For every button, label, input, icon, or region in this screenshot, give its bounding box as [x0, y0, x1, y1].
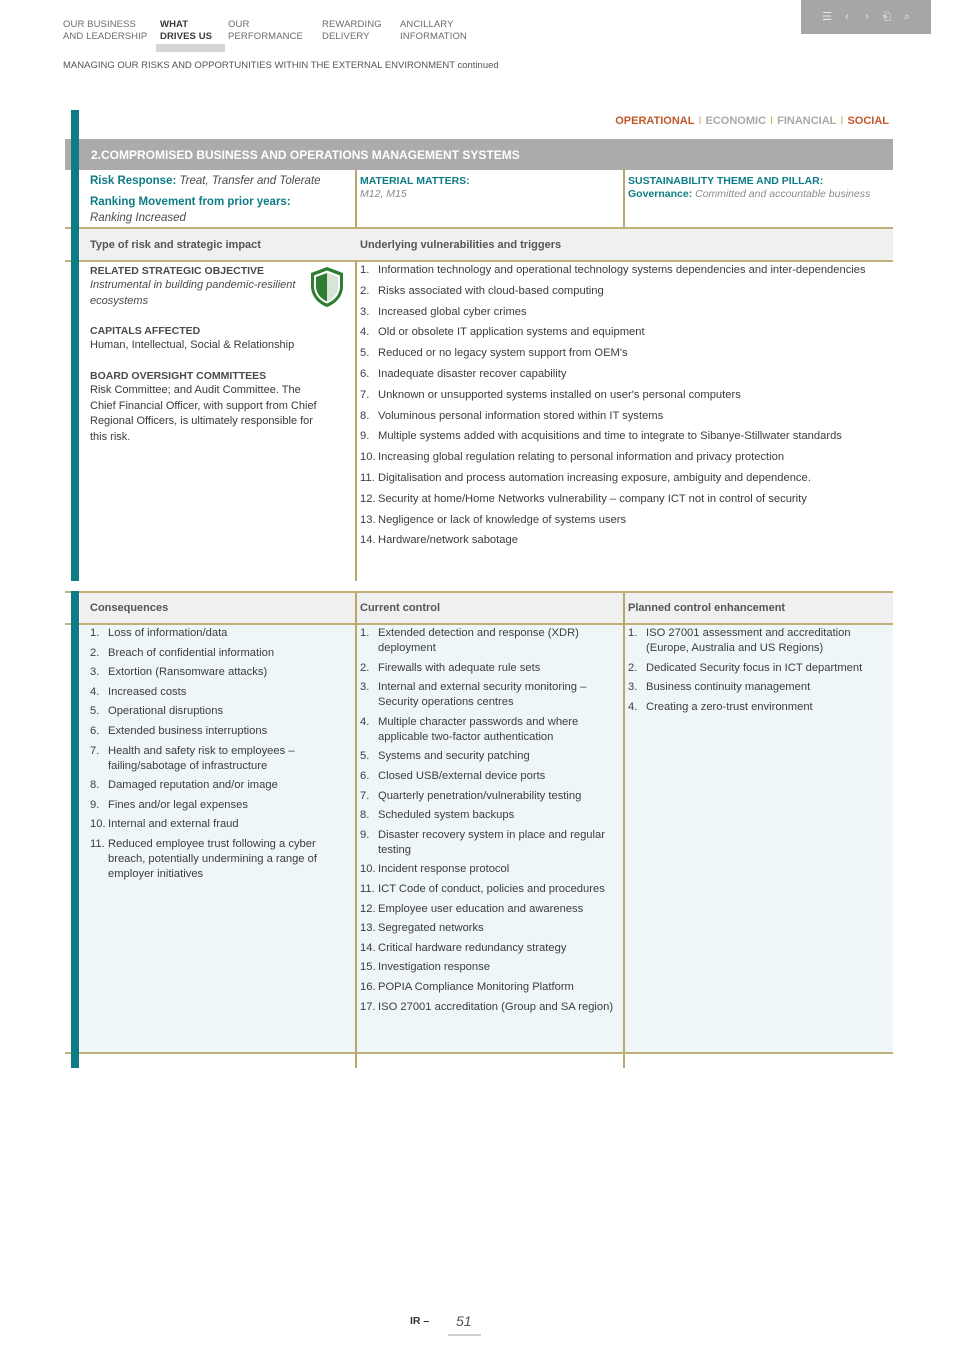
list-number: 4. — [628, 700, 638, 713]
nav-item-our-performance[interactable] — [228, 19, 322, 42]
board-oversight-heading: BOARD OVERSIGHT COMMITTEES — [90, 370, 267, 382]
list-item — [90, 778, 350, 793]
list-item-text: Segregated networks — [378, 922, 484, 935]
list-item-text: Multiple systems added with acquisitions and time to integrate to Sibanye-Stillwater standards — [378, 430, 842, 443]
list-number: 11. — [360, 471, 375, 484]
list-item — [90, 744, 350, 774]
list-item-text: ISO 27001 assessment and accreditation (Europe, Australia and US Regions) — [646, 627, 851, 654]
sustainability-block — [628, 174, 888, 202]
nav-label-line1: ANCILLARY — [400, 19, 454, 30]
list-item — [360, 789, 618, 804]
risk-title-bar — [65, 139, 893, 170]
chevron-right-icon[interactable]: › — [865, 11, 869, 23]
list-item-text: Internal and external fraud — [108, 818, 239, 831]
list-number: 15. — [360, 961, 376, 974]
nav-item-ancillary-information[interactable] — [400, 19, 480, 42]
strategic-impact-block — [90, 264, 315, 309]
list-item-text: Extortion (Ransomware attacks) — [108, 666, 268, 679]
tag-separator: I — [698, 115, 702, 127]
col-header-current-control: Current control — [360, 602, 441, 614]
list-item-text: Creating a zero-trust environment — [646, 700, 813, 713]
list-item-text: Loss of information/data — [108, 627, 228, 639]
list-item-text: Critical hardware redundancy strategy — [378, 941, 567, 954]
list-item — [628, 700, 890, 715]
search-icon[interactable]: ⌕ — [903, 11, 911, 23]
nav-label-line2: DELIVERY — [322, 30, 370, 42]
list-number: 16. — [360, 980, 376, 993]
divider-rule — [65, 260, 893, 262]
board-oversight-text: Risk Committee; and Audit Committee. The Chief Financial Officer, with support from Chief Regional Officers, is ultimately responsible for this risk. — [90, 384, 317, 443]
list-item — [360, 1000, 618, 1015]
list-item — [90, 685, 350, 700]
list-number: 4. — [90, 685, 100, 698]
list-number: 3. — [360, 681, 370, 694]
page-number-underline — [448, 1334, 481, 1336]
list-item — [360, 471, 885, 486]
list-number: 1. — [360, 264, 370, 276]
list-item — [90, 798, 350, 813]
strategic-objective-heading: RELATED STRATEGIC OBJECTIVE — [90, 265, 265, 277]
list-item-text: Employee user education and awareness — [378, 902, 584, 915]
list-item — [360, 263, 885, 278]
list-number: 3. — [628, 681, 638, 694]
nav-label-line1: REWARDING — [322, 19, 382, 30]
list-item — [360, 429, 885, 444]
list-item-text: Reduced employee trust following a cyber breach, potentially undermining a range of employer initiatives — [108, 837, 317, 880]
nav-label-line1: OUR BUSINESS — [63, 19, 136, 30]
list-item-text: Investigation response — [378, 961, 490, 974]
list-number: 6. — [360, 769, 370, 782]
list-number: 1. — [628, 627, 638, 639]
nav-label-line1: OUR — [228, 19, 250, 30]
list-item — [360, 680, 618, 710]
list-item — [90, 665, 350, 680]
list-item — [360, 882, 618, 897]
list-item-text: POPIA Compliance Monitoring Platform — [378, 980, 574, 993]
list-item — [360, 808, 618, 823]
list-item-text: Voluminous personal information stored within IT systems — [378, 409, 664, 422]
list-item-text: ICT Code of conduct, policies and procedures — [378, 882, 605, 895]
column-divider — [355, 170, 357, 227]
list-item — [90, 724, 350, 739]
list-number: 2. — [90, 646, 100, 659]
page-footer — [410, 1313, 472, 1329]
list-item — [360, 980, 618, 995]
list-item — [360, 626, 618, 656]
exit-icon[interactable]: ⎗ — [882, 11, 892, 23]
list-number: 3. — [360, 305, 370, 318]
list-item-text: Increased global cyber crimes — [378, 305, 527, 318]
col-header-vulnerabilities: Underlying vulnerabilities and triggers — [360, 239, 562, 251]
shield-icon — [309, 266, 345, 308]
list-item — [90, 646, 350, 661]
risk-category-tags — [615, 115, 889, 127]
list-item-text: Extended business interruptions — [108, 724, 268, 737]
list-item — [628, 626, 890, 656]
risk-response-value: Treat, Transfer and Tolerate — [179, 175, 321, 187]
list-item — [360, 450, 885, 465]
list-item — [360, 661, 618, 676]
list-item-text: Incident response protocol — [378, 863, 510, 876]
column-divider — [355, 593, 357, 1068]
list-number: 8. — [360, 409, 370, 422]
list-item — [90, 837, 350, 882]
column-divider — [623, 593, 625, 1068]
list-item-text: Scheduled system backups — [378, 809, 515, 822]
list-item — [360, 346, 885, 361]
list-item — [628, 680, 890, 695]
list-number: 3. — [90, 666, 100, 679]
list-number: 10. — [90, 818, 106, 831]
list-item-text: Information technology and operational technology systems dependencies and inter-dependencies — [378, 264, 866, 276]
page-number: 51 — [456, 1313, 472, 1329]
list-item — [360, 828, 618, 858]
list-number: 11. — [90, 837, 105, 850]
accent-bar — [71, 591, 79, 1068]
list-number: 12. — [360, 902, 376, 915]
nav-label-line2: DRIVES US — [160, 30, 213, 42]
risk-response-block — [90, 174, 350, 226]
capitals-heading: CAPITALS AFFECTED — [90, 325, 201, 337]
list-item-text: Security at home/Home Networks vulnerability – company ICT not in control of security — [378, 492, 807, 505]
list-item — [90, 817, 350, 832]
list-item — [360, 902, 618, 917]
risk-response-label: Risk Response: — [90, 175, 177, 187]
list-item-text: Risks associated with cloud-based computing — [378, 284, 604, 297]
list-number: 10. — [360, 863, 376, 876]
ranking-movement-value: Ranking Increased — [90, 212, 186, 224]
list-item — [360, 409, 885, 424]
list-number: 9. — [360, 828, 370, 841]
nav-label-line2: PERFORMANCE — [228, 30, 303, 42]
list-number: 11. — [360, 882, 375, 895]
list-number: 5. — [90, 705, 100, 718]
accent-bar — [71, 110, 79, 581]
list-number: 2. — [360, 284, 370, 297]
list-item-text: Health and safety risk to employees – failing/sabotage of infrastructure — [108, 744, 295, 772]
tag-social: SOCIAL — [847, 115, 889, 127]
tag-separator: I — [770, 115, 774, 127]
nav-item-what-drives-us[interactable] — [160, 19, 228, 42]
list-number: 6. — [90, 724, 100, 737]
list-number: 8. — [90, 779, 100, 792]
strategic-objective-text: Instrumental in building pandemic-resilient ecosystems — [90, 279, 296, 307]
list-item — [360, 305, 885, 320]
tag-separator: I — [840, 115, 844, 127]
tag-operational: OPERATIONAL — [615, 115, 695, 127]
col-header-consequences: Consequences — [90, 602, 169, 614]
capitals-block — [90, 324, 350, 354]
list-item-text: Dedicated Security focus in ICT department — [646, 661, 863, 674]
nav-label-line2: INFORMATION — [400, 30, 467, 42]
document-toolbar — [801, 0, 931, 34]
capitals-text: Human, Intellectual, Social & Relationship — [90, 339, 295, 351]
list-number: 14. — [360, 534, 376, 547]
nav-item-rewarding-delivery[interactable] — [322, 19, 400, 42]
chevron-left-icon[interactable]: ‹ — [845, 11, 849, 23]
divider-rule — [65, 1052, 893, 1054]
col-header-type-of-risk: Type of risk and strategic impact — [90, 239, 261, 251]
col-header-planned-enhancement: Planned control enhancement — [628, 602, 786, 614]
list-item — [360, 941, 618, 956]
tag-economic: ECONOMIC — [705, 115, 767, 127]
list-item-text: Multiple character passwords and where applicable two-factor authentication — [378, 715, 579, 743]
list-item-text: Internal and external security monitoring – Security operations centres — [378, 681, 587, 709]
governance-value: Committed and accountable business — [695, 188, 871, 200]
column-divider — [623, 170, 625, 227]
list-item — [360, 513, 885, 528]
material-matters-value: M12, M15 — [360, 188, 407, 200]
section-subtitle — [63, 60, 499, 71]
list-item-text: Quarterly penetration/vulnerability testing — [378, 789, 582, 802]
list-number: 7. — [360, 388, 370, 401]
list-number: 7. — [360, 789, 370, 802]
list-number: 9. — [90, 798, 100, 811]
list-item-text: Inadequate disaster recover capability — [378, 367, 567, 380]
list-number: 7. — [90, 744, 100, 757]
list-item — [360, 921, 618, 936]
list-item — [90, 704, 350, 719]
list-number: 10. — [360, 451, 376, 464]
ranking-movement-label: Ranking Movement from prior years: — [90, 196, 291, 208]
list-item-text: Systems and security patching — [378, 750, 530, 763]
governance-label: Governance: — [628, 188, 693, 200]
nav-label-line1: WHAT — [160, 19, 189, 30]
tag-financial: FINANCIAL — [777, 115, 837, 127]
material-matters-block — [360, 174, 615, 201]
planned-enhancements-list — [628, 626, 890, 719]
list-item-text: Increasing global regulation relating to personal information and privacy protection — [378, 451, 785, 464]
list-number: 1. — [360, 627, 370, 639]
board-oversight-block — [90, 369, 328, 445]
list-number: 5. — [360, 347, 370, 360]
list-item-text: Hardware/network sabotage — [378, 534, 518, 547]
subtitle-continued: continued — [457, 60, 499, 71]
list-item — [90, 626, 350, 641]
list-item-text: Fines and/or legal expenses — [108, 798, 248, 811]
list-number: 4. — [360, 715, 370, 728]
nav-item-our-business[interactable] — [63, 19, 160, 42]
menu-icon[interactable]: ☰ — [822, 11, 832, 23]
list-number: 1. — [90, 627, 100, 639]
list-number: 2. — [360, 661, 370, 674]
list-item — [360, 492, 885, 507]
list-item — [360, 325, 885, 340]
list-item-text: Closed USB/external device ports — [378, 769, 546, 782]
list-item-text: ISO 27001 accreditation (Group and SA region) — [378, 1000, 614, 1013]
list-number: 9. — [360, 430, 370, 443]
list-item — [360, 284, 885, 299]
list-number: 2. — [628, 661, 638, 674]
list-item — [360, 960, 618, 975]
list-item-text: Digitalisation and process automation increasing exposure, ambiguity and dependence. — [378, 471, 811, 484]
top-navigation — [63, 19, 480, 42]
vulnerabilities-list — [360, 263, 885, 554]
list-item — [360, 769, 618, 784]
list-item-text: Firewalls with adequate rule sets — [378, 661, 541, 674]
list-item-text: Increased costs — [108, 685, 187, 698]
consequences-list — [90, 626, 350, 887]
column-divider — [355, 260, 357, 581]
list-number: 13. — [360, 513, 376, 526]
list-number: 13. — [360, 922, 376, 935]
current-controls-list — [360, 626, 618, 1019]
list-item — [360, 862, 618, 877]
list-item-text: Unknown or unsupported systems installed on user's personal computers — [378, 388, 741, 401]
nav-label-line2: AND LEADERSHIP — [63, 30, 148, 42]
list-item-text: Old or obsolete IT application systems and equipment — [378, 326, 645, 339]
list-item — [360, 388, 885, 403]
list-number: 17. — [360, 1000, 376, 1013]
sustainability-label: SUSTAINABILITY THEME AND PILLAR: — [628, 175, 824, 187]
list-item-text: Operational disruptions — [108, 705, 224, 718]
list-item — [628, 661, 890, 676]
list-item — [360, 367, 885, 382]
list-item — [360, 533, 885, 548]
list-item-text: Negligence or lack of knowledge of systems users — [378, 513, 627, 526]
list-item-text: Business continuity management — [646, 681, 811, 694]
risk-title: 2.COMPROMISED BUSINESS AND OPERATIONS MANAGEMENT SYSTEMS — [91, 148, 520, 162]
list-item-text: Damaged reputation and/or image — [108, 779, 278, 792]
list-item — [360, 749, 618, 764]
list-item — [360, 715, 618, 745]
list-number: 12. — [360, 492, 376, 505]
list-item-text: Reduced or no legacy system support from OEM's — [378, 347, 628, 360]
list-number: 4. — [360, 326, 370, 339]
material-matters-label: MATERIAL MATTERS: — [360, 175, 470, 187]
list-number: 6. — [360, 367, 370, 380]
list-number: 5. — [360, 750, 370, 763]
list-item-text: Disaster recovery system in place and regular testing — [378, 828, 605, 856]
list-number: 8. — [360, 809, 370, 822]
list-item-text: Extended detection and response (XDR) deployment — [378, 627, 579, 654]
report-prefix: IR – — [410, 1315, 430, 1327]
list-number: 14. — [360, 941, 376, 954]
subtitle-main: MANAGING OUR RISKS AND OPPORTUNITIES WITHIN THE EXTERNAL ENVIRONMENT — [63, 60, 455, 71]
list-item-text: Breach of confidential information — [108, 646, 275, 659]
